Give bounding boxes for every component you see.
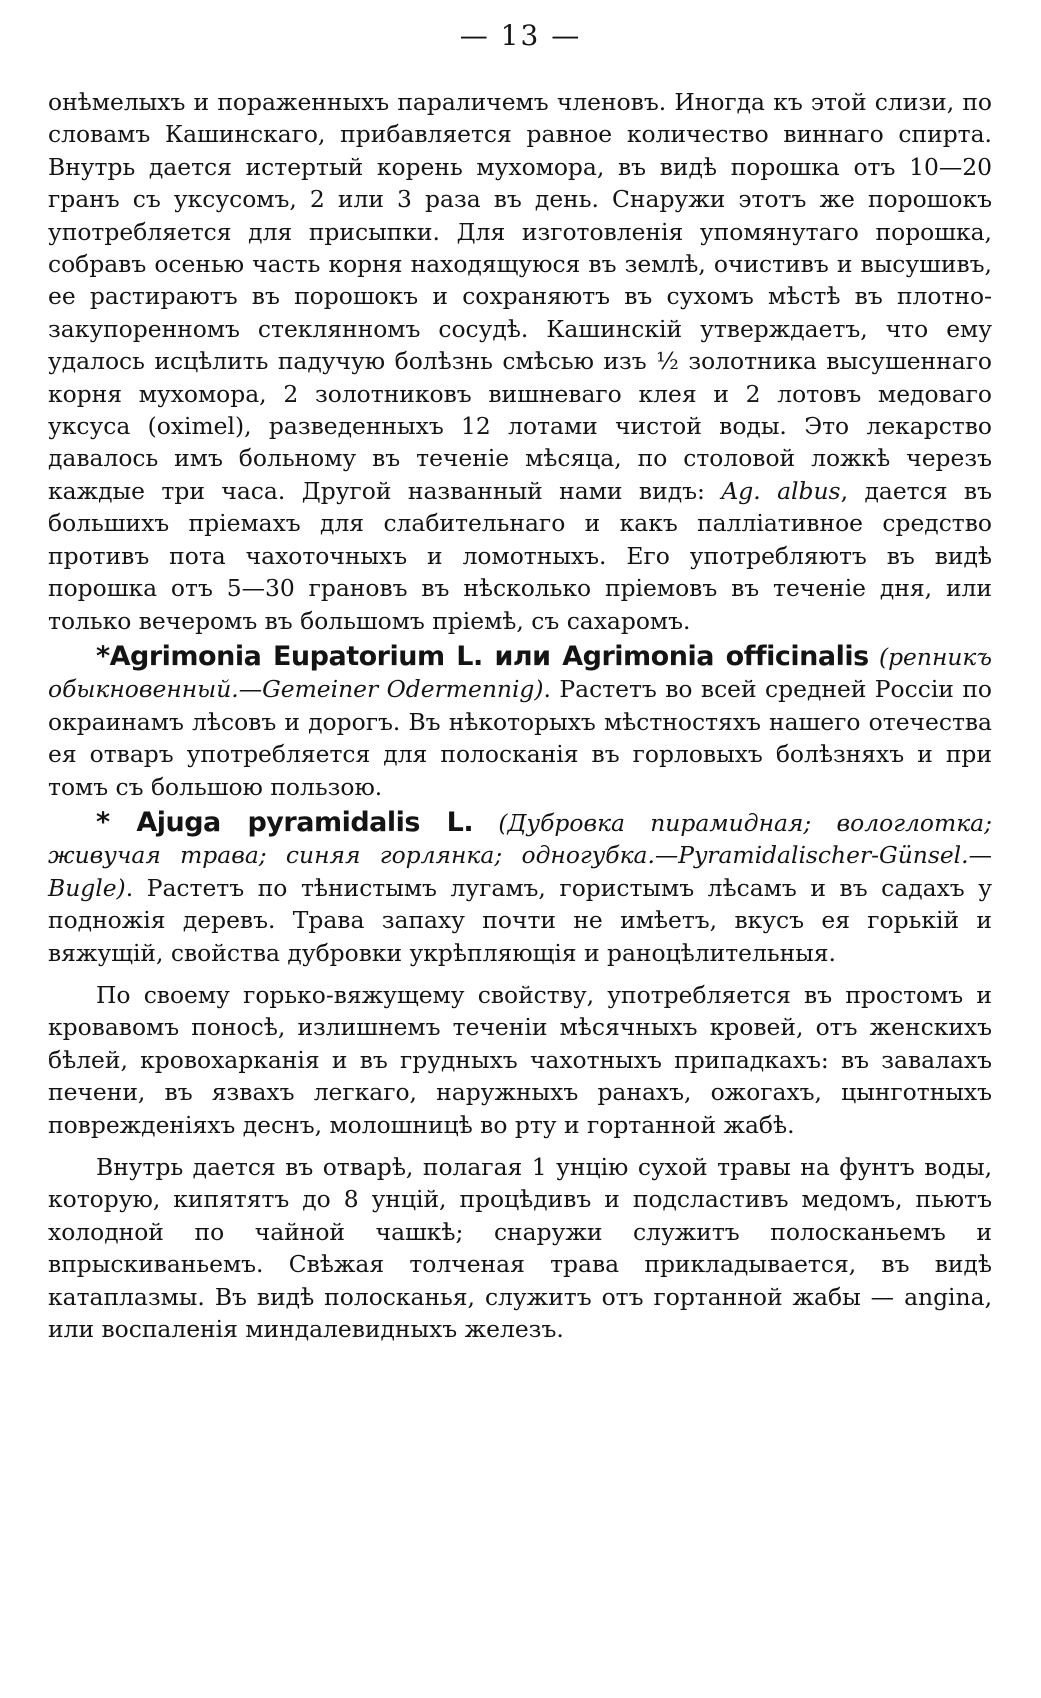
paragraph-ajuga	[48, 807, 992, 969]
paragraph-text: Внутрь дается въ отварѣ, полагая 1 унцію сухой травы на фунтъ воды, которую, кипятятъ до 8 унцій, процѣдивъ и подсластивъ медомъ, пьютъ холодной по чайной чашкѣ; снаружи служитъ полосканьемъ и впрыскиваньемъ. Свѣжая толченая трава прикладывается, въ видѣ катаплазмы. Въ видѣ полосканья, служитъ отъ гортанной жабы —	[48, 1153, 992, 1311]
paragraph-text: , или воспаленія миндалевидныхъ железъ.	[48, 1282, 992, 1344]
paragraph-text: . Растетъ по тѣнистымъ лугамъ, гористымъ лѣсамъ и въ садахъ у подножія деревъ. Трава запаху почти не имѣетъ, вкусъ ея горькій и вяжущій, свойства дубровки укрѣпляющія и ранoцѣлительныя.	[48, 873, 992, 967]
page-number: — 13 —	[459, 19, 582, 52]
species-name-italic: Ag. albus	[721, 476, 841, 505]
latin-term: angina	[904, 1282, 985, 1311]
species-heading: *Agrimonia Eupatorium L. или Agrimonia officinalis	[96, 640, 869, 672]
paragraph-agrimonia	[48, 641, 992, 803]
paragraph-text: . Растетъ во всей средней Россіи по окраинамъ лѣсовъ и дорогъ. Въ нѣкоторыхъ мѣстностяхъ нашего отечества ея отваръ употребляется для полосканія въ горловыхъ болѣзняхъ и при томъ съ большою пользою.	[48, 675, 992, 801]
paragraph-uses: По своему горько-вяжущему свойству, употребляется въ простомъ и кровавомъ поносѣ, излишнемъ теченіи мѣсячныхъ кровей, отъ женскихъ бѣлей, кровохарканія и въ грудныхъ чахотныхъ припадкахъ: въ завалахъ печени, въ язвахъ легкаго, наружныхъ ранахъ, ожогахъ, цынготныхъ поврежденіяхъ деснъ, молошницѣ во рту и гортанной жабѣ.	[48, 980, 992, 1139]
species-heading: * Ajuga pyramidalis L.	[96, 806, 474, 838]
paragraph-text: онѣмелыхъ и пораженныхъ параличемъ членовъ. Иногда къ этой слизи, по словамъ Кашинскаго, прибавляется равное количество виннаго спирта. Внутрь дается истертый корень мухомора, въ видѣ порошка отъ 10—20 гранъ съ уксусомъ, 2 или 3 раза въ день. Снаружи этотъ же порошокъ употребляется для присыпки. Для изготовленія упомянутаго порошка, собравъ осенью часть корня находящуюся въ землѣ, очистивъ и высушивъ, ее растираютъ въ порошокъ и сохраняютъ въ сухомъ мѣстѣ въ плотно-закупоренномъ стеклянномъ сосудѣ. Кашинскій утверждаетъ, что ему удалось исцѣлить падучую болѣзнь смѣсью изъ ½ золотника высушеннаго корня мухомора, 2 золотниковъ вишневаго клея и 2 лотовъ медоваго уксуса (oximel), разведенныхъ 12 лотами чистой воды. Это лекарство давалось имъ больному въ теченіе мѣсяца, по столовой ложкѣ черезъ каждые три часа. Другой названный нами видъ:	[48, 88, 992, 505]
paragraph-dosage	[48, 1151, 992, 1345]
paragraph-mukhomor-continued	[48, 86, 992, 637]
paragraph-text: , дается въ большихъ пріемахъ для слабительнаго и какъ палліативное средство противъ пота чахоточныхъ и ломотныхъ. Его употребляютъ въ видѣ порошка отъ 5—30 грановъ въ нѣсколько пріемовъ въ теченіе дня, или только вечеромъ въ большомъ пріемѣ, съ сахаромъ.	[48, 476, 992, 635]
common-names-italic: (Дубровка пирамидная; вологлотка; живучая трава; синяя горлянка; одногубка.—Pyramidalischer-Günsel.—Bugle)	[48, 808, 992, 902]
body-text	[48, 86, 992, 1345]
common-names-italic: (репникъ обыкновенный.—Gemeiner Odermennig)	[48, 642, 992, 704]
